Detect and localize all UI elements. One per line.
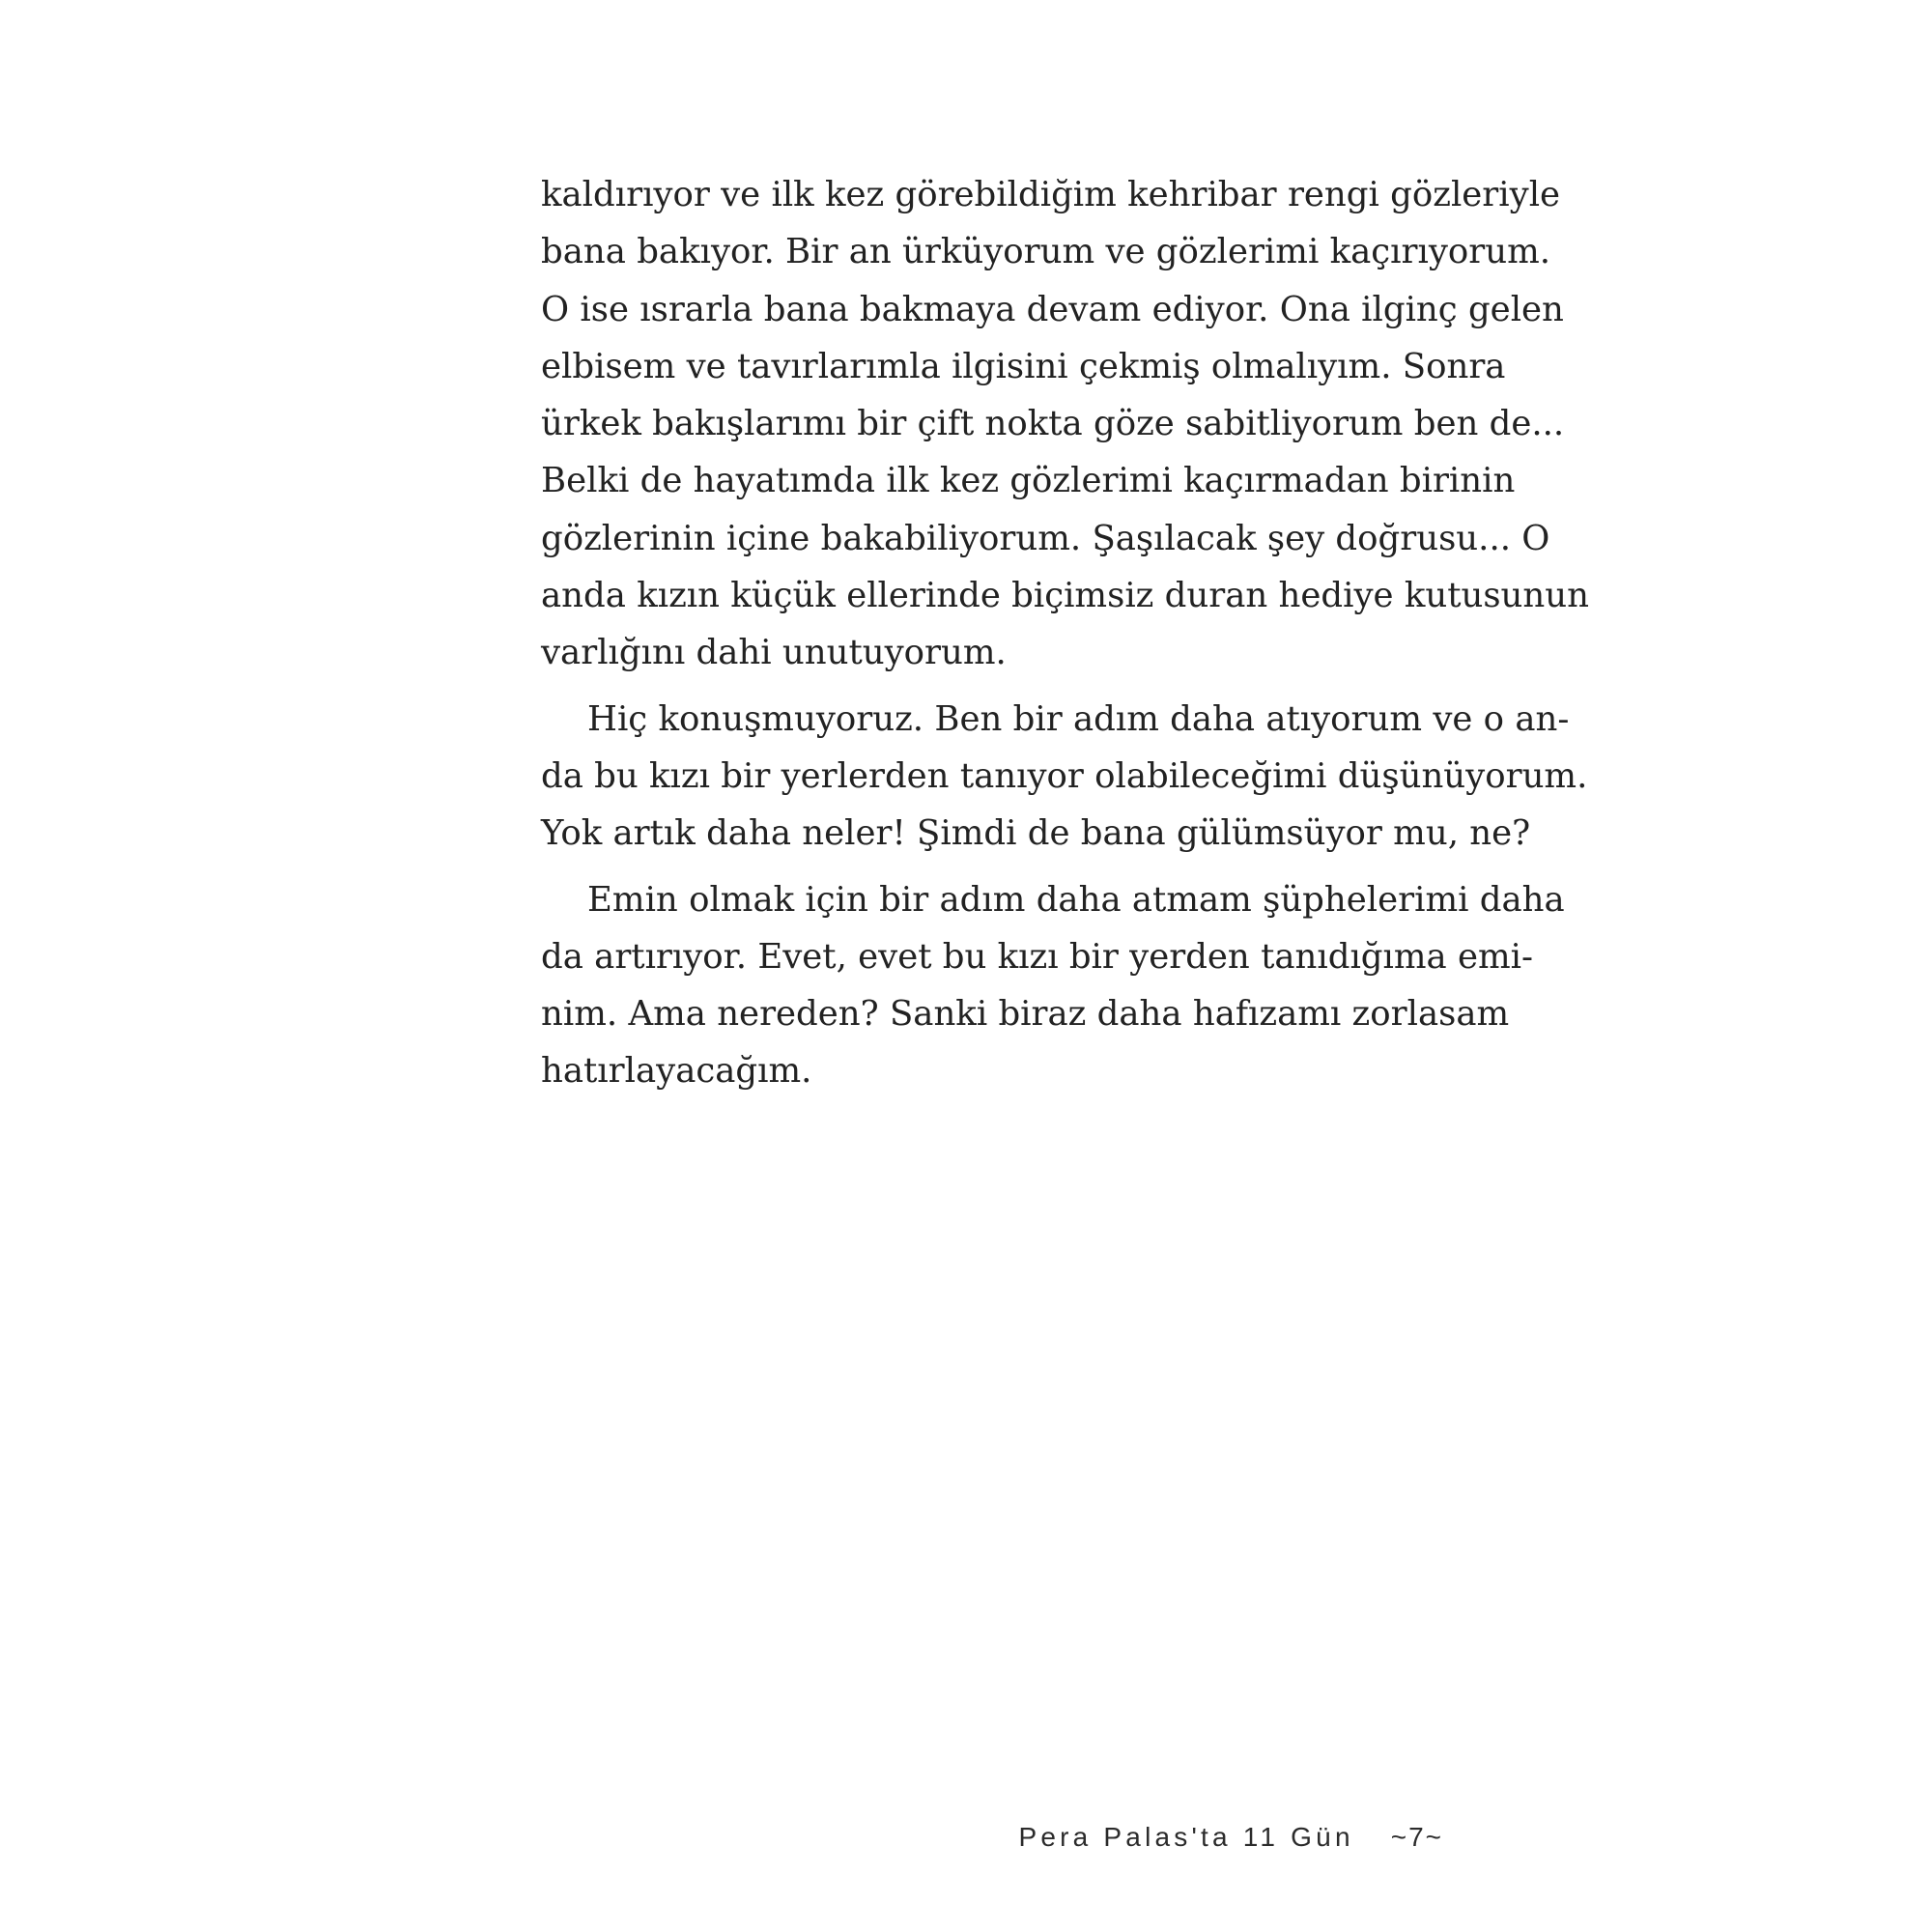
text-line: elbisem ve tavırlarımla ilgisini çekmiş olmalıyım. Sonra bbox=[541, 346, 1506, 386]
text-line: Yok artık daha neler! Şimdi de bana gülümsüyor mu, ne? bbox=[541, 813, 1531, 854]
text-line: bana bakıyor. Bir an ürküyorum ve gözlerimi kaçırıyorum. bbox=[541, 232, 1551, 272]
paragraph-gap bbox=[541, 863, 1443, 871]
text-line: anda kızın küçük ellerinde biçimsiz duran hediye kutusunun bbox=[541, 576, 1590, 616]
text-line: kaldırıyor ve ilk kez görebildiğim kehribar rengi gözleriyle bbox=[541, 175, 1561, 214]
page-footer bbox=[1005, 1814, 1443, 1861]
body-text bbox=[541, 166, 1590, 1100]
text-line: hatırlayacağım. bbox=[541, 1051, 812, 1092]
text-line: Hiç konuşmuyoruz. Ben bir adım daha atıyorum ve o an- bbox=[587, 698, 1570, 739]
text-line: Belki de hayatımda ilk kez gözlerimi kaçırmadan birinin bbox=[541, 461, 1516, 501]
running-title: Pera Palas'ta 11 Gün bbox=[1018, 1822, 1354, 1852]
text-line: gözlerinin içine bakabiliyorum. Şaşılacak şey doğrusu... O bbox=[541, 518, 1550, 558]
page-number: ~7~ bbox=[1390, 1822, 1443, 1852]
text-line: varlığını dahi unutuyorum. bbox=[541, 633, 1007, 673]
text-line: Emin olmak için bir adım daha atmam şüphelerimi daha bbox=[587, 879, 1565, 920]
text-line: da artırıyor. Evet, evet bu kızı bir yerden tanıdığıma emi- bbox=[541, 936, 1534, 977]
text-line: ürkek bakışlarımı bir çift nokta göze sabitliyorum ben de... bbox=[541, 404, 1565, 444]
text-line: da bu kızı bir yerlerden tanıyor olabileceğimi düşünüyorum. bbox=[541, 755, 1588, 796]
paragraph-gap bbox=[541, 682, 1443, 691]
text-line: nim. Ama nereden? Sanki biraz daha hafızamı zorlasam bbox=[541, 994, 1510, 1035]
text-line: O ise ısrarla bana bakmaya devam ediyor. Ona ilginç gelen bbox=[541, 289, 1564, 329]
